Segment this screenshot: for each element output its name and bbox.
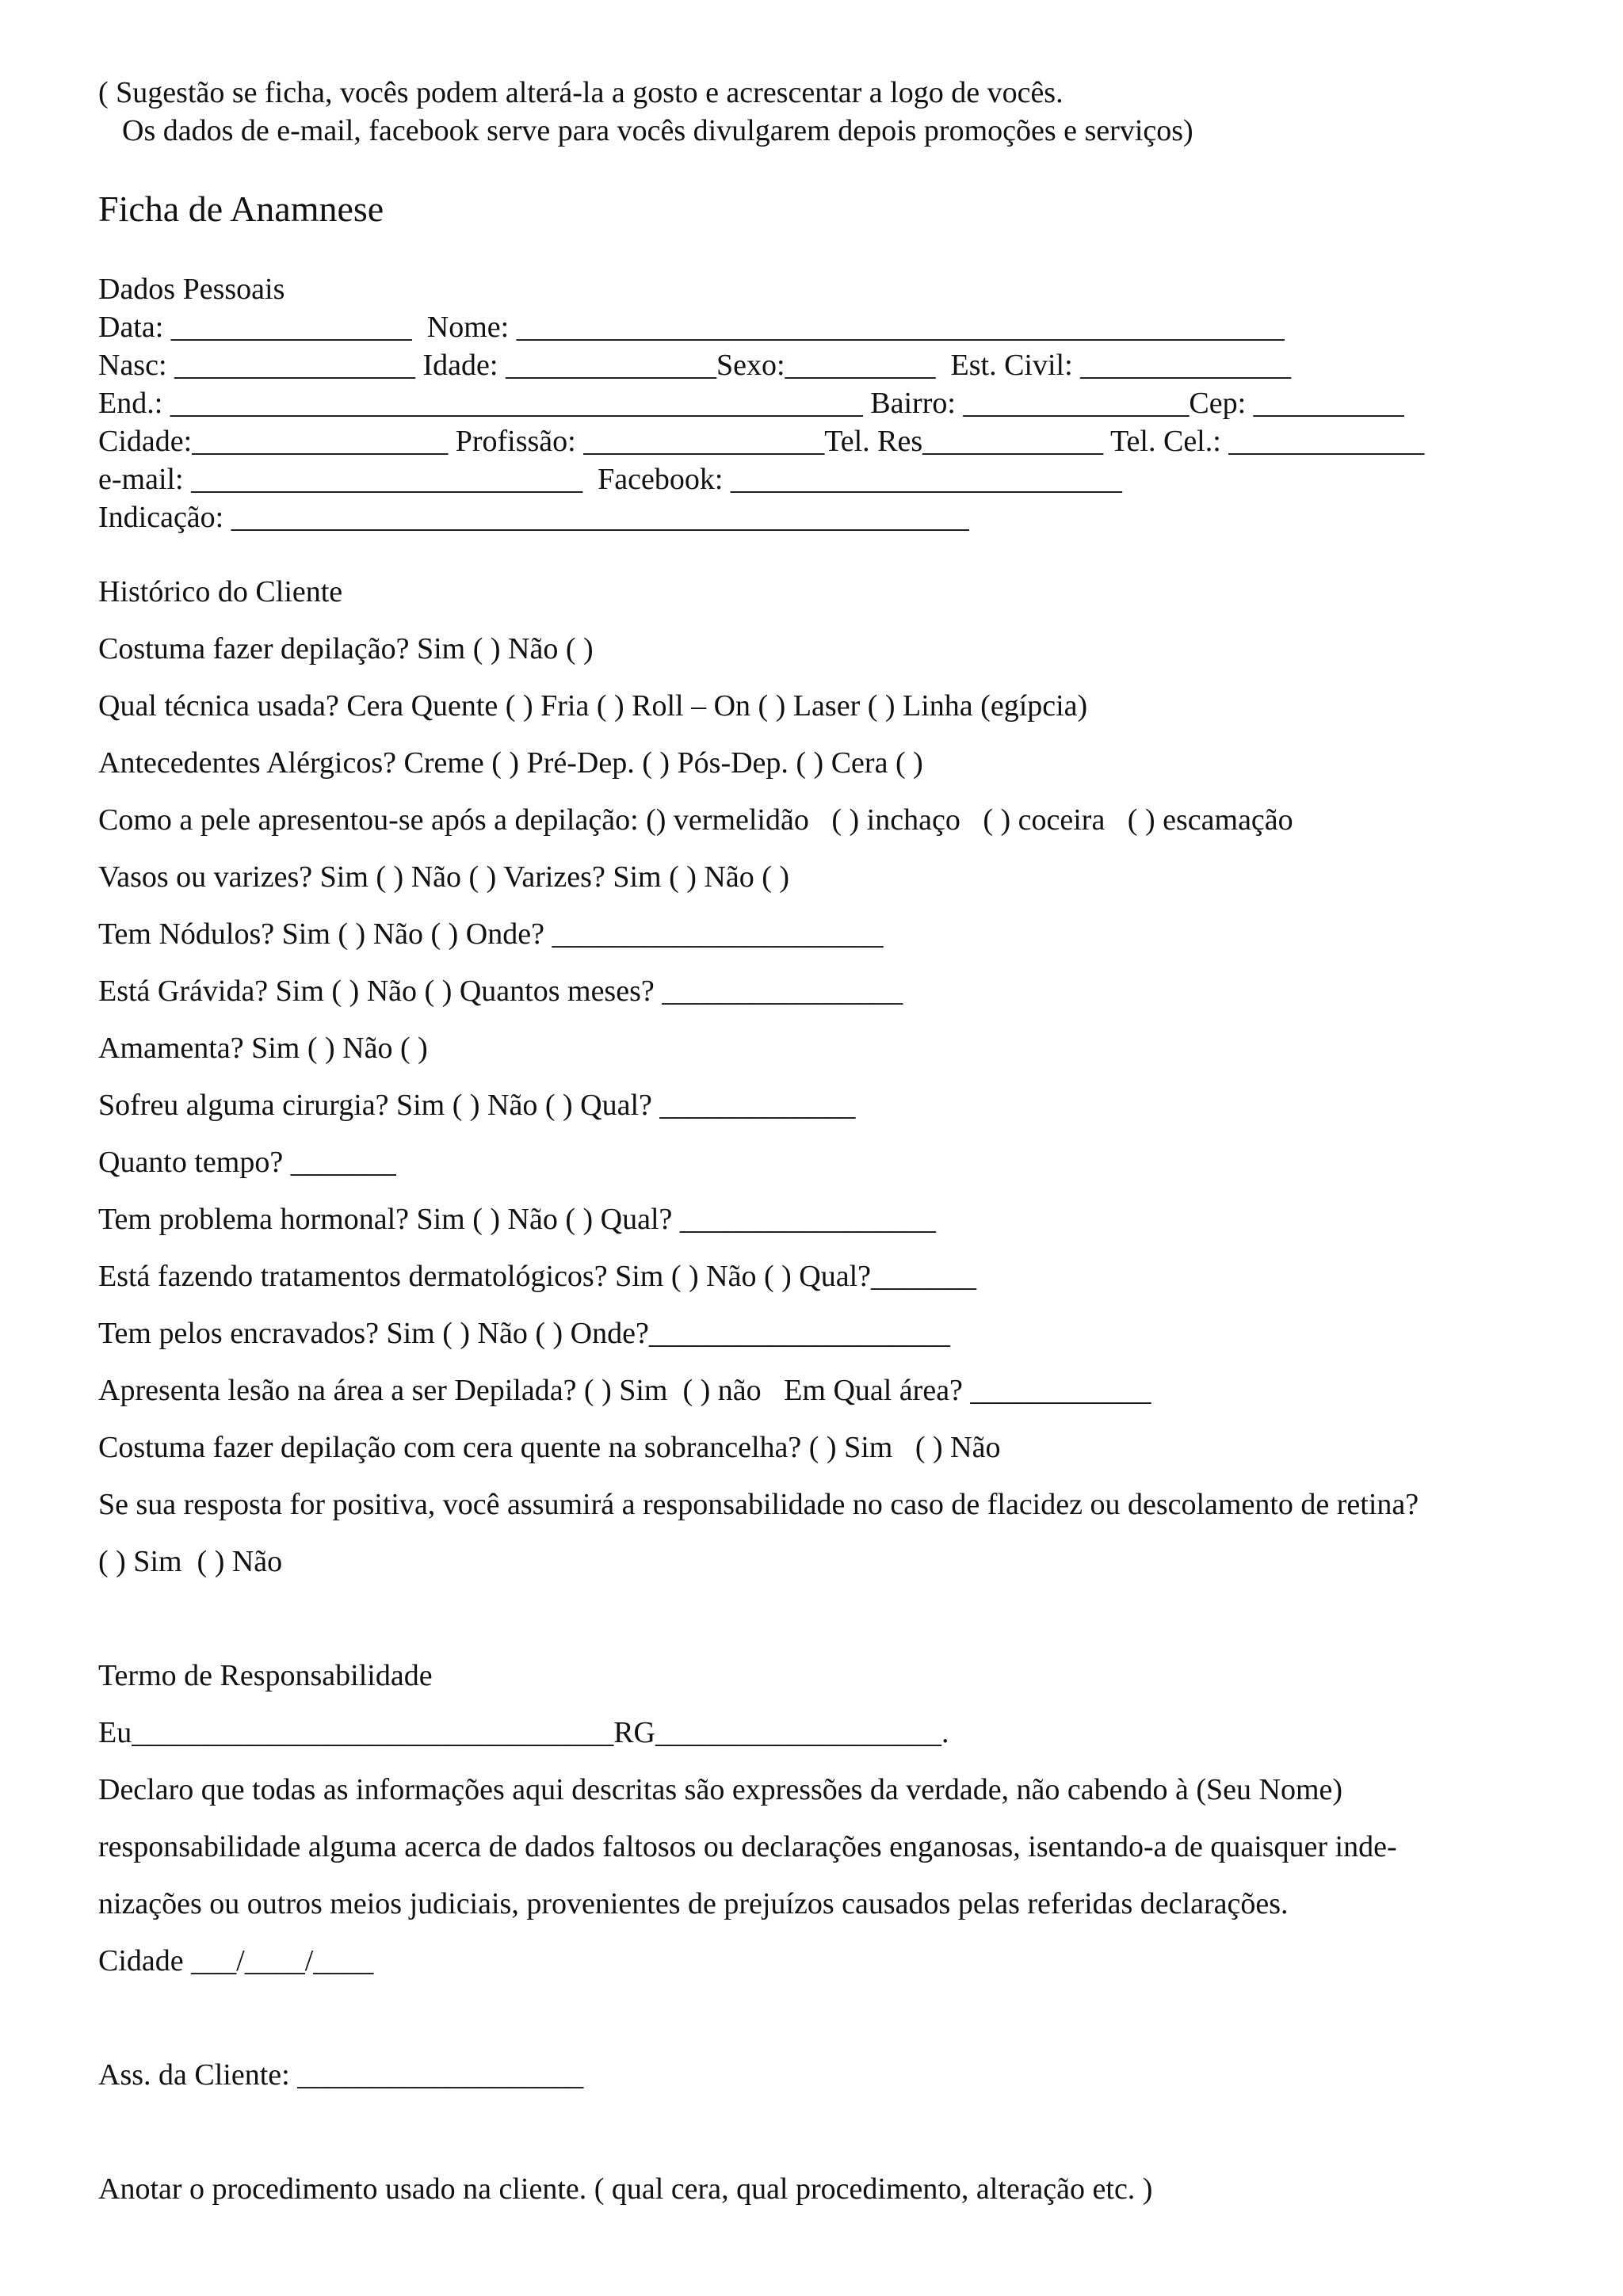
question-depilation[interactable]: Costuma fazer depilação? Sim ( ) Não ( ) xyxy=(98,632,594,666)
question-how-long[interactable]: Quanto tempo? _______ xyxy=(98,1146,396,1179)
name-rg-row[interactable]: Eu________________________________RG___________________. xyxy=(98,1716,949,1749)
procedure-note: Anotar o procedimento usado na cliente. ( qual cera, qual procedimento, alteração etc. ) xyxy=(98,2172,1153,2206)
responsibility-term-heading: Termo de Responsabilidade xyxy=(98,1659,433,1692)
question-eyebrow-wax[interactable]: Costuma fazer depilação com cera quente na sobrancelha? ( ) Sim ( ) Não xyxy=(98,1431,1001,1464)
city-profession-phone-row[interactable]: Cidade:_________________ Profissão: ________________Tel. Res____________ Tel. Cel.: _____________ xyxy=(98,425,1425,458)
question-hormonal[interactable]: Tem problema hormonal? Sim ( ) Não ( ) Qual? _________________ xyxy=(98,1203,936,1236)
declaration-line-3: nizações ou outros meios judiciais, provenientes de prejuízos causados pelas referidas declarações. xyxy=(98,1887,1289,1920)
client-history-heading: Histórico do Cliente xyxy=(98,575,343,608)
question-breastfeeding[interactable]: Amamenta? Sim ( ) Não ( ) xyxy=(98,1032,428,1065)
form-title: Ficha de Anamnese xyxy=(98,189,384,229)
responsibility-yes-no[interactable]: ( ) Sim ( ) Não xyxy=(98,1545,283,1578)
address-row[interactable]: End.: ______________________________________________ Bairro: _______________Cep: __________ xyxy=(98,387,1404,420)
question-nodules[interactable]: Tem Nódulos? Sim ( ) Não ( ) Onde? ______________________ xyxy=(98,917,884,951)
question-technique[interactable]: Qual técnica usada? Cera Quente ( ) Fria ( ) Roll – On ( ) Laser ( ) Linha (egípcia) xyxy=(98,689,1088,723)
client-signature-row[interactable]: Ass. da Cliente: ___________________ xyxy=(98,2058,584,2092)
declaration-line-1: Declaro que todas as informações aqui descritas são expressões da verdade, não cabendo à (Seu Nome) xyxy=(98,1773,1343,1806)
birth-age-sex-row[interactable]: Nasc: ________________ Idade: ______________Sexo:__________ Est. Civil: ______________ xyxy=(98,349,1292,382)
declaration-line-2: responsabilidade alguma acerca de dados faltosos ou declarações enganosas, isentando-a de quaisquer inde- xyxy=(98,1830,1397,1863)
question-veins[interactable]: Vasos ou varizes? Sim ( ) Não ( ) Varizes? Sim ( ) Não ( ) xyxy=(98,860,789,894)
question-ingrown-hair[interactable]: Tem pelos encravados? Sim ( ) Não ( ) Onde?____________________ xyxy=(98,1317,950,1350)
question-pregnant[interactable]: Está Grávida? Sim ( ) Não ( ) Quantos meses? ________________ xyxy=(98,974,903,1008)
personal-data-heading: Dados Pessoais xyxy=(98,273,285,306)
suggestion-note-line-1: ( Sugestão se ficha, vocês podem alterá-la a gosto e acrescentar a logo de vocês. xyxy=(98,76,1064,109)
city-date-row[interactable]: Cidade ___/____/____ xyxy=(98,1944,374,1978)
question-surgery[interactable]: Sofreu alguma cirurgia? Sim ( ) Não ( ) Qual? _____________ xyxy=(98,1089,856,1122)
question-lesion[interactable]: Apresenta lesão na área a ser Depilada? ( ) Sim ( ) não Em Qual área? ____________ xyxy=(98,1374,1151,1407)
date-name-row[interactable]: Data: ________________ Nome: ___________________________________________________ xyxy=(98,311,1285,344)
question-dermatological[interactable]: Está fazendo tratamentos dermatológicos? Sim ( ) Não ( ) Qual?_______ xyxy=(98,1260,976,1293)
referral-row[interactable]: Indicação: _________________________________________________ xyxy=(98,501,969,534)
email-facebook-row[interactable]: e-mail: __________________________ Facebook: __________________________ xyxy=(98,463,1122,496)
suggestion-note-line-2: Os dados de e-mail, facebook serve para vocês divulgarem depois promoções e serviços) xyxy=(122,114,1193,147)
question-skin-reaction[interactable]: Como a pele apresentou-se após a depilação: () vermelidão ( ) inchaço ( ) coceira ( ) escamação xyxy=(98,803,1293,837)
question-responsibility: Se sua resposta for positiva, você assumirá a responsabilidade no caso de flacidez ou descolamento de retina? xyxy=(98,1488,1419,1521)
question-allergies[interactable]: Antecedentes Alérgicos? Creme ( ) Pré-Dep. ( ) Pós-Dep. ( ) Cera ( ) xyxy=(98,746,923,780)
